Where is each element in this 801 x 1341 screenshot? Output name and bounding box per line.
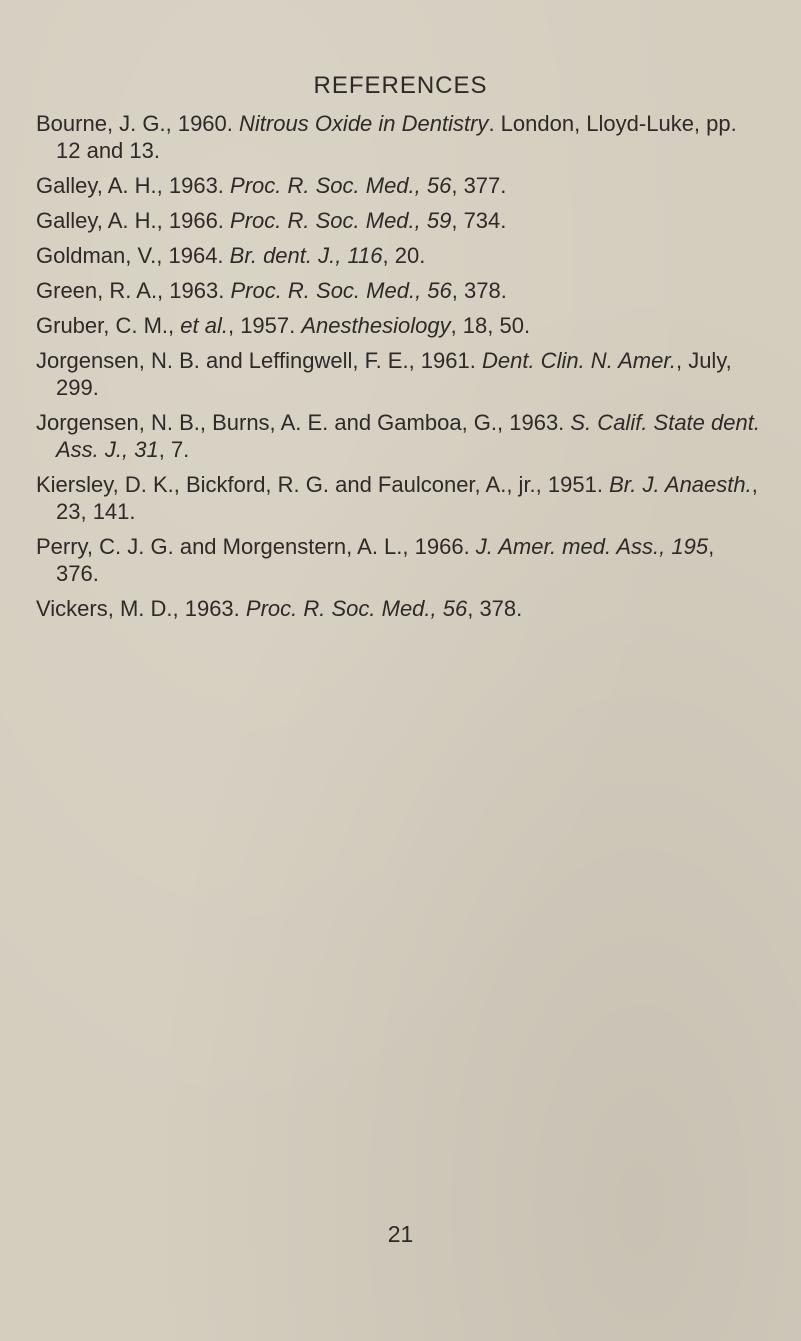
ref-text: , 7.: [158, 437, 190, 462]
ref-text: Goldman, V., 1964.: [36, 243, 230, 268]
ref-text: Green, R. A., 1963.: [36, 278, 231, 303]
ref-text: Bourne, J. G., 1960.: [36, 111, 240, 136]
ref-italic: Dent. Clin. N. Amer.: [481, 348, 676, 373]
ref-text: , 378.: [467, 596, 523, 621]
ref-text: , 376.: [56, 534, 715, 586]
ref-text: , 18, 50.: [450, 313, 531, 338]
ref-text: , 23, 141.: [56, 472, 758, 524]
reference-item: [36, 595, 761, 622]
ref-italic: J. Amer. med. Ass., 195: [475, 534, 709, 559]
ref-italic: Br. dent. J., 116: [229, 243, 383, 268]
ref-italic: Anesthesiology: [301, 313, 451, 338]
ref-text: Jorgensen, N. B. and Leffingwell, F. E., 1961.: [36, 348, 482, 373]
ref-italic: Br. J. Anaesth.: [609, 472, 752, 497]
page-heading: REFERENCES: [313, 72, 488, 99]
ref-text: , 734.: [451, 208, 507, 233]
reference-item: [36, 207, 761, 234]
reference-item: [36, 110, 761, 164]
reference-item: [36, 172, 761, 199]
ref-text: Jorgensen, N. B., Burns, A. E. and Gamboa, G., 1963.: [36, 410, 571, 435]
ref-italic: et al.: [180, 313, 228, 338]
ref-italic: S. Calif. State dent. Ass. J., 31: [56, 410, 760, 462]
page-number: 21: [387, 1221, 414, 1247]
ref-italic: Nitrous Oxide in Dentistry: [239, 111, 489, 136]
reference-item: [36, 277, 761, 304]
ref-text: Galley, A. H., 1966.: [36, 208, 231, 233]
ref-text: Vickers, M. D., 1963.: [36, 596, 246, 621]
ref-text: , 377.: [451, 173, 507, 198]
ref-italic: Proc. R. Soc. Med., 56: [230, 173, 452, 198]
reference-item: [36, 471, 761, 525]
ref-italic: Proc. R. Soc. Med., 59: [230, 208, 452, 233]
reference-item: [36, 312, 761, 339]
reference-item: [36, 242, 761, 269]
ref-text: Galley, A. H., 1963.: [36, 173, 231, 198]
ref-italic: Proc. R. Soc. Med., 56: [230, 278, 452, 303]
ref-text: Kiersley, D. K., Bickford, R. G. and Faulconer, A., jr., 1951.: [36, 472, 610, 497]
reference-list: [36, 110, 761, 630]
ref-text: , 378.: [451, 278, 507, 303]
ref-text: , 1957.: [227, 313, 302, 338]
ref-text: Perry, C. J. G. and Morgenstern, A. L., 1966.: [36, 534, 476, 559]
reference-item: [36, 533, 761, 587]
reference-item: [36, 347, 761, 401]
ref-text: . London, Lloyd-Luke, pp. 12 and 13.: [56, 111, 737, 163]
ref-text: , 20.: [382, 243, 426, 268]
ref-italic: Proc. R. Soc. Med., 56: [245, 596, 468, 621]
ref-text: Gruber, C. M.,: [36, 313, 181, 338]
reference-item: [36, 409, 761, 463]
ref-text: , July, 299.: [56, 348, 732, 400]
